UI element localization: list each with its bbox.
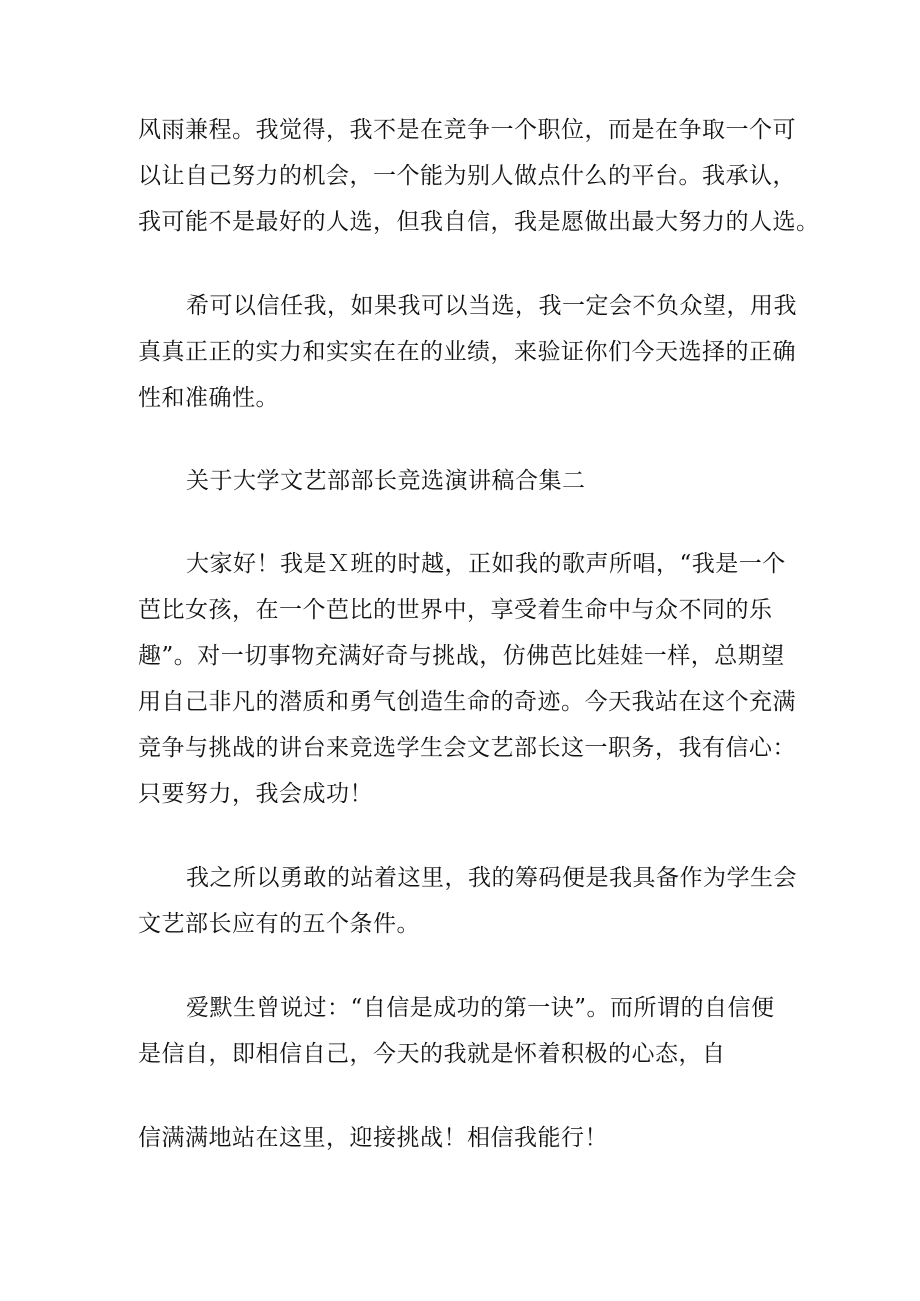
paragraph-line: 真真正正的实力和实实在在的业绩，来验证你们今天选择的正确 [138, 339, 796, 365]
paragraph-line: 文艺部长应有的五个条件。 [138, 911, 420, 937]
paragraph-line: 以让自己努力的机会，一个能为别人做点什么的平台。我承认， [138, 163, 796, 189]
paragraph-line: 希可以信任我，如果我可以当选，我一定会不负众望，用我 [186, 293, 797, 319]
paragraph-line: 用自己非凡的潜质和勇气创造生命的奇迹。今天我站在这个充满 [138, 689, 796, 715]
paragraph-line: 我可能不是最好的人选，但我自信，我是愿做出最大努力的人选。 [138, 209, 820, 235]
section-heading: 关于大学文艺部部长竞选演讲稿合集二 [186, 468, 586, 494]
paragraph-line: 性和准确性。 [138, 385, 279, 411]
paragraph-line: 我之所以勇敢的站着这里，我的筹码便是我具备作为学生会 [186, 865, 797, 891]
paragraph-line: 风雨兼程。我觉得，我不是在竞争一个职位，而是在争取一个可 [138, 117, 796, 143]
paragraph-line: 趣”。对一切事物充满好奇与挑战，仿佛芭比娃娃一样，总期望 [138, 643, 785, 669]
paragraph-line: 竞争与挑战的讲台来竞选学生会文艺部长这一职务，我有信心： [138, 735, 796, 761]
paragraph-line: 芭比女孩，在一个芭比的世界中，享受着生命中与众不同的乐 [138, 597, 773, 623]
paragraph-line: 只要努力，我会成功！ [138, 781, 373, 807]
paragraph-line: 大家好！我是Ｘ班的时越，正如我的歌声所唱，“我是一个 [186, 551, 786, 577]
paragraph-line: 是信自，即相信自己，今天的我就是怀着积极的心态，自 [138, 1041, 726, 1067]
paragraph-line: 信满满地站在这里，迎接挑战！相信我能行！ [138, 1125, 608, 1151]
paragraph-line: 爱默生曾说过：“自信是成功的第一诀”。而所谓的自信便 [186, 995, 775, 1021]
